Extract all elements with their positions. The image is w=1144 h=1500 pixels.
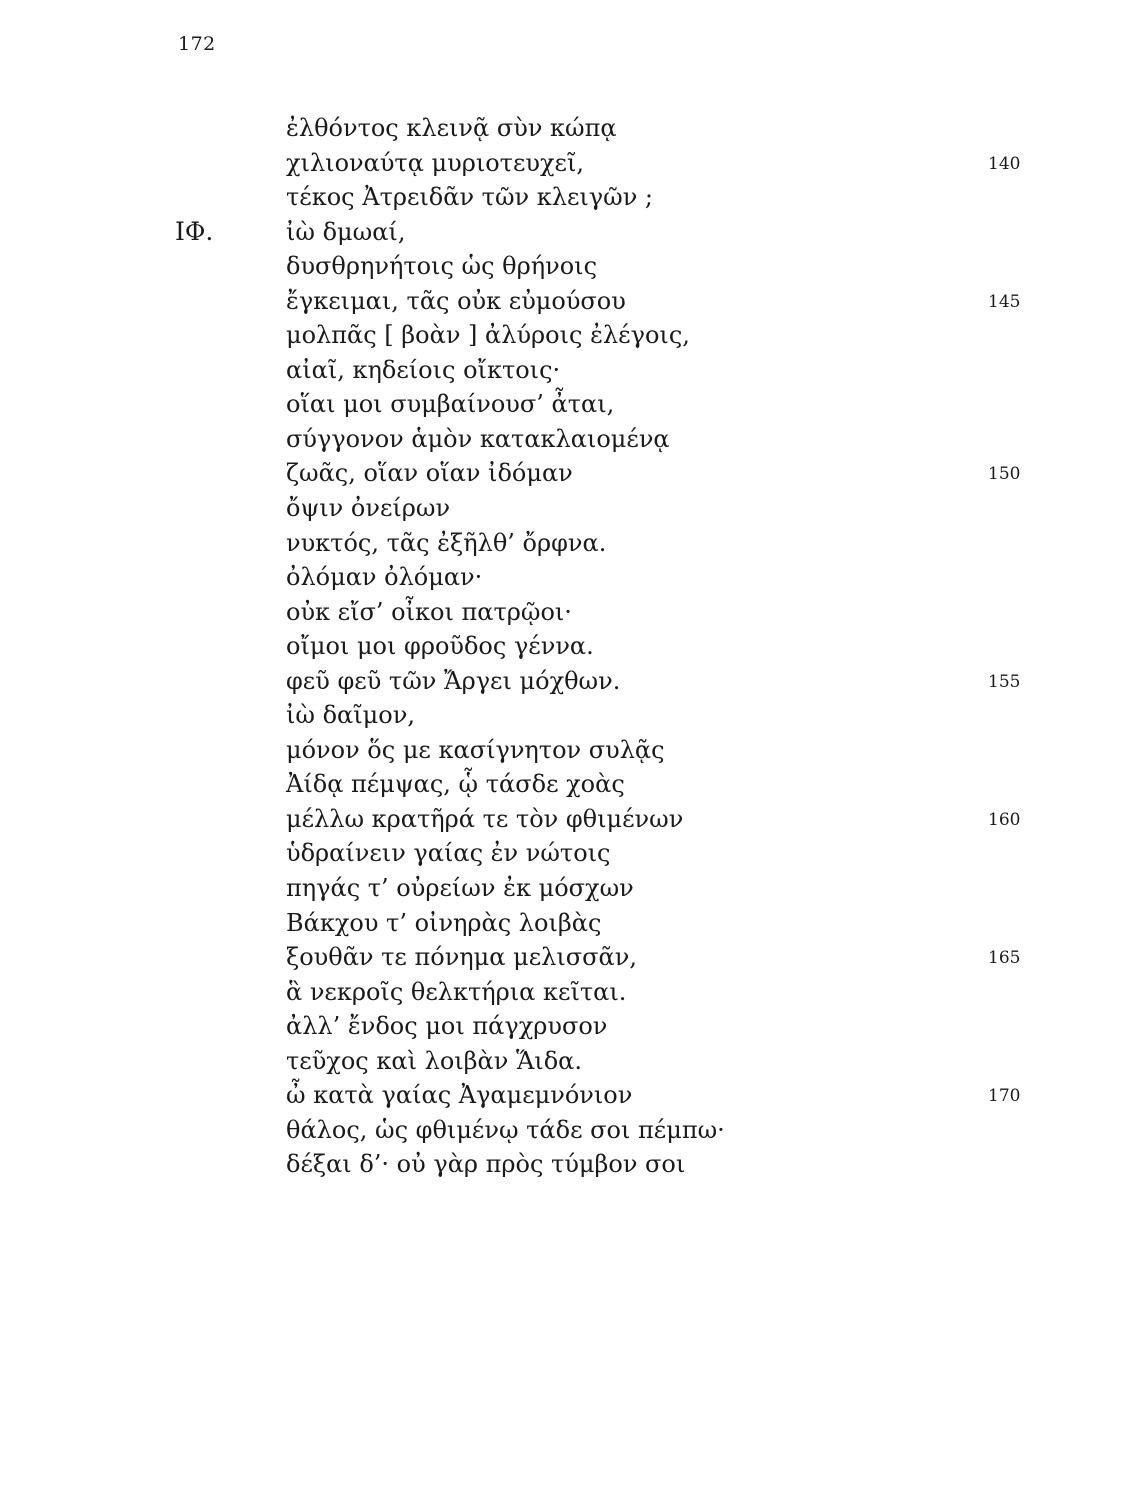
verse-line <box>0 422 1144 457</box>
verse-text-line: ξουθᾶν τε πόνημα μελισσᾶν, <box>286 943 637 972</box>
verse-line <box>0 595 1144 630</box>
verse-text-line: μόνον ὅς με κασίγνητον συλᾷς <box>286 735 665 764</box>
verse-text-line: ὦ κατὰ γαίας Ἀγαμεμνόνιον <box>286 1081 633 1110</box>
verse-line <box>0 249 1144 284</box>
verse-text-line: οἴμοι μοι φροῦδος γέννα. <box>286 632 594 661</box>
verse-text-line: Ἀίδᾳ πέμψας, ᾧ τάσδε χοὰς <box>286 770 625 799</box>
verse-text <box>0 111 1144 1182</box>
line-number: 165 <box>988 948 1021 969</box>
verse-text-line: ὄψιν ὀνείρων <box>286 494 451 523</box>
verse-line <box>0 284 1144 319</box>
line-number: 150 <box>988 464 1021 485</box>
verse-line <box>0 560 1144 595</box>
line-number: 145 <box>988 291 1021 312</box>
verse-text-line: φεῦ φεῦ τῶν Ἄργει μόχθων. <box>286 666 621 695</box>
verse-line <box>0 629 1144 664</box>
verse-text-line: ἐλθόντος κλεινᾷ σὺν κώπᾳ <box>286 114 617 142</box>
verse-text-line: σύγγονον ἁμὸν κατακλαιομένᾳ <box>286 424 670 453</box>
verse-line <box>0 456 1144 491</box>
verse-line <box>0 733 1144 768</box>
verse-line <box>0 767 1144 802</box>
verse-line <box>0 1147 1144 1182</box>
verse-text-line: ἰὼ δμωαί, <box>286 217 406 246</box>
verse-text-line: θάλος, ὡς φθιμένῳ τάδε σοι πέμπω· <box>286 1115 725 1144</box>
verse-text-line: Βάκχου τ’ οἰνηρὰς λοιβὰς <box>286 908 602 937</box>
verse-text-line: πηγάς τ’ οὐρείων ἐκ μόσχων <box>286 874 634 903</box>
verse-line <box>0 1044 1144 1079</box>
verse-text-line: ἔγκειμαι, τᾶς οὐκ εὐμούσου <box>286 286 626 315</box>
verse-line <box>0 318 1144 353</box>
verse-line <box>0 387 1144 422</box>
verse-text-line: οἵαι μοι συμβαίνουσ’ ἆται, <box>286 390 615 419</box>
verse-text-line: μέλλω κρατῆρά τε τὸν φθιμένων <box>286 804 684 833</box>
line-number: 140 <box>988 153 1021 174</box>
verse-line <box>0 975 1144 1010</box>
verse-line <box>0 1078 1144 1113</box>
line-number: 160 <box>988 809 1021 830</box>
verse-text-line: ἰὼ δαῖμον, <box>286 701 415 730</box>
verse-text-line: ἃ νεκροῖς θελκτήρια κεῖται. <box>286 977 627 1006</box>
verse-text-line: δυσθρηνήτοις ὡς θρήνοις <box>286 252 598 281</box>
verse-text-line: ἀλλ’ ἔνδος μοι πάγχρυσον <box>286 1012 608 1041</box>
verse-text-line: τεῦχος καὶ λοιβὰν Ἅιδα. <box>286 1046 582 1075</box>
verse-text-line: τέκος Ἀτρειδᾶν τῶν κλειγῶν ; <box>286 183 654 212</box>
verse-line <box>0 836 1144 871</box>
verse-line <box>0 1113 1144 1148</box>
verse-text-line: μολπᾶς [ βοὰν ] ἀλύροις ἐλέγοις, <box>286 321 690 350</box>
verse-line <box>0 491 1144 526</box>
verse-line <box>0 1009 1144 1044</box>
line-number: 170 <box>988 1086 1021 1107</box>
verse-text-line: χιλιοναύτᾳ μυριοτευχεῖ, <box>286 148 584 177</box>
verse-line <box>0 111 1144 146</box>
verse-line <box>0 180 1144 215</box>
verse-text-line: ὑδραίνειν γαίας ἐν νώτοις <box>286 839 611 868</box>
verse-line <box>0 871 1144 906</box>
verse-text-line: ζωᾶς, οἵαν οἵαν ἰδόμαν <box>286 459 573 488</box>
verse-text-line: νυκτός, τᾶς ἐξῆλθ’ ὄρφνα. <box>286 528 607 557</box>
page-number: 172 <box>178 33 216 55</box>
verse-line <box>0 353 1144 388</box>
verse-line <box>0 526 1144 561</box>
line-number: 155 <box>988 671 1021 692</box>
verse-line <box>0 906 1144 941</box>
verse-line <box>0 664 1144 699</box>
verse-text-line: οὐκ εἴσ’ οἶκοι πατρῷοι· <box>286 597 572 626</box>
verse-line <box>0 698 1144 733</box>
speaker-label: ΙΦ. <box>175 216 214 246</box>
verse-line <box>0 802 1144 837</box>
verse-line <box>0 215 1144 250</box>
verse-text-line: δέξαι δ’· οὐ γὰρ πρὸς τύμβον σοι <box>286 1150 686 1179</box>
verse-line <box>0 146 1144 181</box>
verse-line <box>0 940 1144 975</box>
verse-text-line: αἰαῖ, κηδείοις οἴκτοις· <box>286 355 561 384</box>
verse-text-line: ὀλόμαν ὀλόμαν· <box>286 563 483 592</box>
